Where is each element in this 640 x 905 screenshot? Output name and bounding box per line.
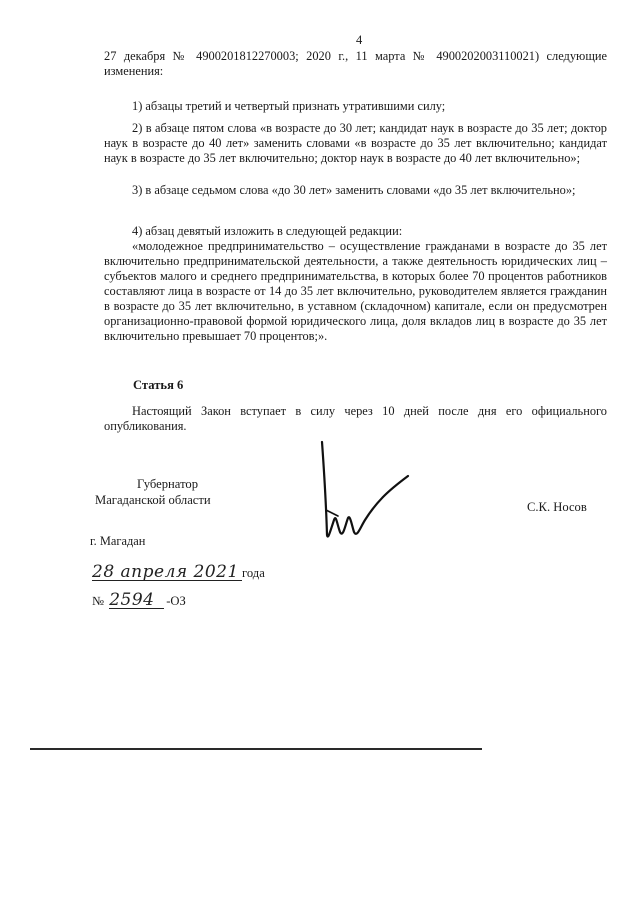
handwritten-signature xyxy=(310,440,460,560)
amendment-item-3: 3) в абзаце седьмом слова «до 30 лет» заменить словами «до 35 лет включительно»; xyxy=(132,183,576,197)
footer-divider xyxy=(30,748,482,750)
handwritten-number: 2594 xyxy=(109,592,164,609)
amendment-item-1: 1) абзацы третий и четвертый признать утратившими силу; xyxy=(132,99,446,113)
signing-city: г. Магадан xyxy=(90,534,146,548)
number-sign: № xyxy=(92,594,105,608)
article-6-text: Настоящий Закон вступает в силу через 10 дней после дня его официального опубликования. xyxy=(104,404,607,433)
handwritten-date: 28 апреля 2021 xyxy=(92,564,242,581)
page-number: 4 xyxy=(356,33,363,47)
signer-name: С.К. Носов xyxy=(527,500,587,514)
amendment-item-2: 2) в абзаце пятом слова «в возрасте до 30 лет; кандидат наук в возрасте до 35 лет; доктор наук в возрасте до 40 лет» заменить словами «в возрасте до 35 лет включительно; кандидат наук в возрасте до 35 лет включительно; доктор наук в возрасте до 40 лет включительно»; xyxy=(104,121,607,165)
signer-position: Губернатор xyxy=(137,477,198,491)
article-6-heading: Статья 6 xyxy=(133,378,184,392)
number-suffix: -ОЗ xyxy=(166,594,186,608)
signing-date xyxy=(92,564,265,581)
amendment-item-4: 4) абзац девятый изложить в следующей редакции: xyxy=(132,224,403,238)
date-suffix: года xyxy=(242,566,265,580)
law-number xyxy=(92,592,186,609)
signer-region: Магаданской области xyxy=(95,493,211,507)
amendments-intro: 27 декабря № 4900201812270003; 2020 г., 11 марта № 4900202003110021) следующие изменения: xyxy=(104,49,607,78)
amendment-quote: «молодежное предпринимательство – осуществление гражданами в возрасте до 35 лет включительно предпринимательской деятельности, а также деятельность юридических лиц – субъектов малого и среднего предпринимательства, в которых более 70 процентов работников составляют лица в возрасте от 14 до 35 лет включительно, руководителем является гражданин в возрасте до 35 лет включительно, в уставном (складочном) капитале, если он предусмотрен организационно-правовой формой юридического лица, доля вкладов лиц в возрасте до 35 лет включительно превышает 70 процентов;». xyxy=(104,239,607,343)
signer-title xyxy=(95,476,265,508)
